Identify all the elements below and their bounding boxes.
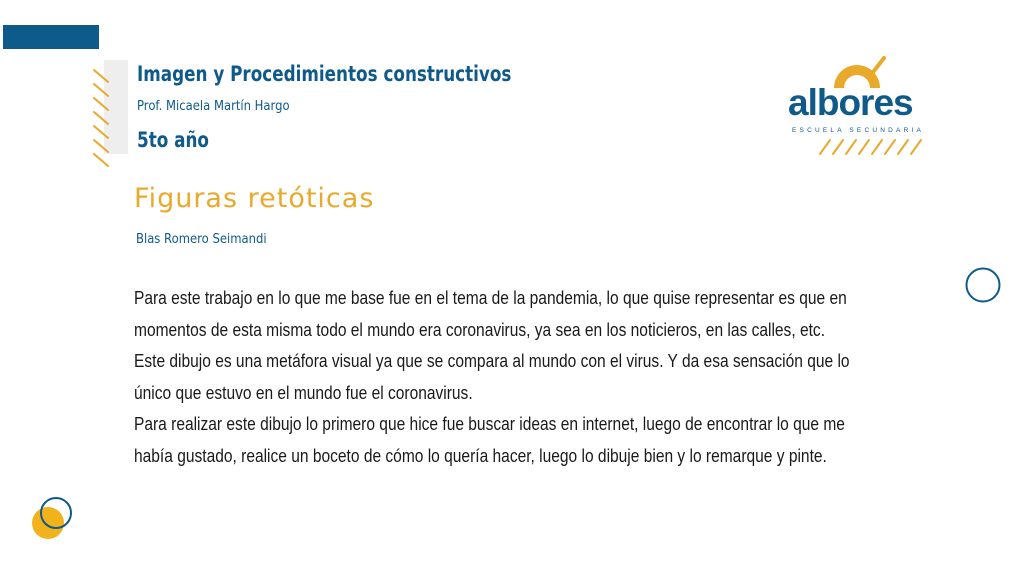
paragraph-3: Para realizar este dibujo lo primero que hice fue buscar ideas en internet, luego de encontrar lo que me había gustado, realice un boceto de cómo lo quería hacer, luego lo dibuje bien y lo remarque y pinte. bbox=[134, 413, 845, 466]
course-title: Imagen y Procedimientos constructivos bbox=[137, 62, 512, 86]
logo-hatch-icon bbox=[816, 136, 924, 156]
page-heading: Figuras retóticas bbox=[134, 183, 375, 214]
paragraph-2: Este dibujo es una metáfora visual ya que se compara al mundo con el virus. Y da esa sensación que lo único que estuvo en el mundo fue el coronavirus. bbox=[134, 350, 850, 403]
yellow-hatch-decoration bbox=[90, 68, 116, 176]
paragraph-1: Para este trabajo en lo que me base fue en el tema de la pandemia, lo que quise representar es que en momentos de esta misma todo el mundo era coronavirus, ya sea en los noticieros, en las calles, etc. bbox=[134, 287, 847, 340]
circles-decoration bbox=[28, 495, 78, 545]
teacher-name: Prof. Micaela Martín Hargo bbox=[137, 98, 290, 114]
body-text bbox=[134, 282, 856, 471]
circle-outline-decoration bbox=[965, 267, 1001, 303]
logo-subtitle: ESCUELA SECUNDARIA bbox=[792, 127, 925, 134]
logo-wordmark: albores bbox=[788, 82, 913, 123]
school-year: 5to año bbox=[137, 128, 209, 152]
top-accent-bar bbox=[3, 25, 99, 49]
author-name: Blas Romero Seimandi bbox=[136, 231, 267, 247]
school-logo bbox=[786, 56, 926, 156]
